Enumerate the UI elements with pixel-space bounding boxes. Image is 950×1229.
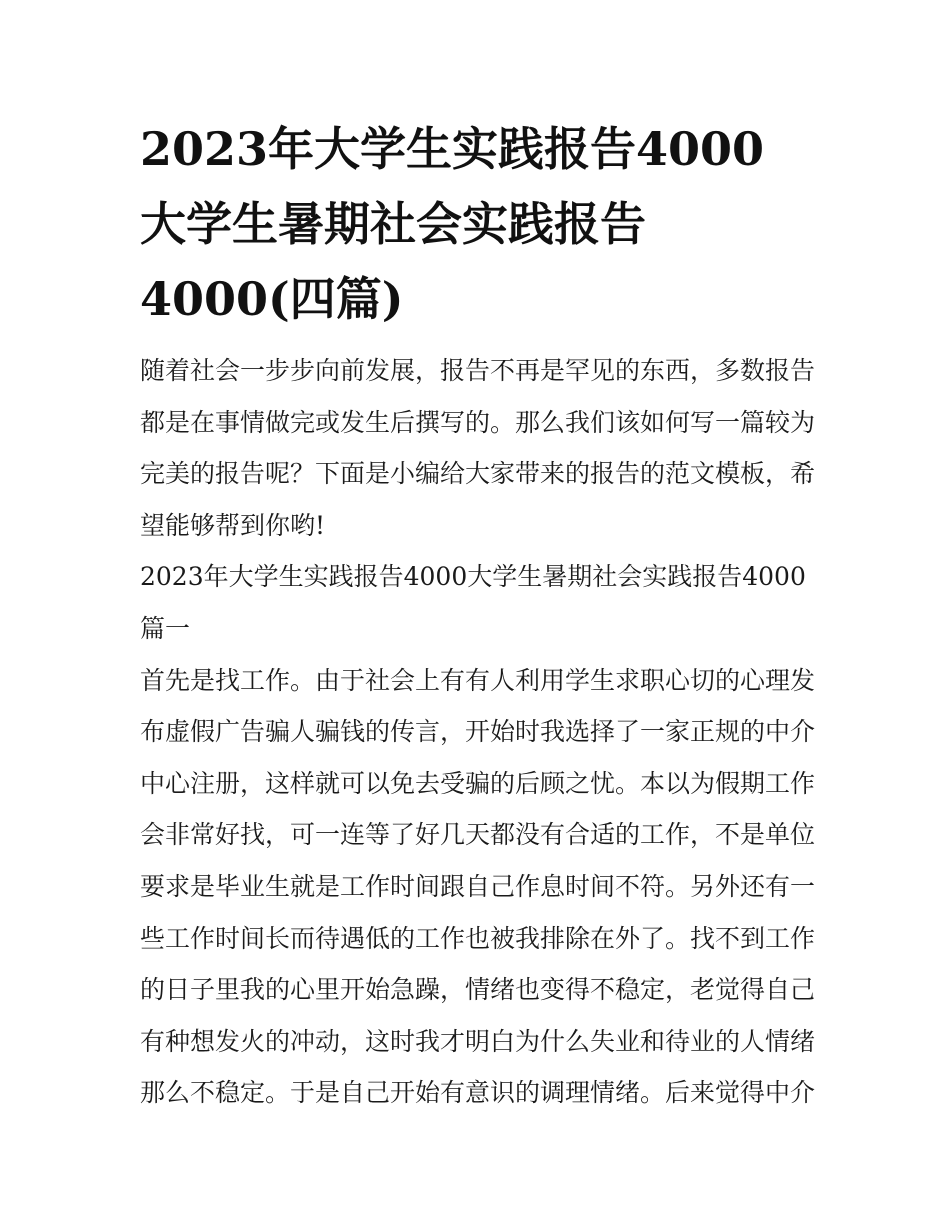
intro-line: 都是在事情做完或发生后撰写的。那么我们该如何写一篇较为 bbox=[140, 407, 816, 437]
section1-line: 要求是毕业生就是工作时间跟自己作息时间不符。另外还有一 bbox=[140, 871, 816, 901]
section1-line: 那么不稳定。于是自己开始有意识的调理情绪。后来觉得中介 bbox=[140, 1078, 816, 1108]
section1-line: 有种想发火的冲动，这时我才明白为什么失业和待业的人情绪 bbox=[140, 1026, 816, 1056]
title-line: 2023年大学生实践报告4000 bbox=[140, 122, 765, 176]
section-heading bbox=[140, 551, 812, 654]
intro-line: 完美的报告呢？下面是小编给大家带来的报告的范文模板，希 bbox=[140, 459, 816, 489]
title-line: 大学生暑期社会实践报告 bbox=[140, 197, 646, 251]
section1-line: 布虚假广告骗人骗钱的传言，开始时我选择了一家正规的中介 bbox=[140, 717, 816, 747]
title-line: 4000(四篇) bbox=[140, 272, 404, 326]
section1-line: 些工作时间长而待遇低的工作也被我排除在外了。找不到工作 bbox=[140, 923, 816, 953]
section1-line: 首先是找工作。由于社会上有有人利用学生求职心切的心理发 bbox=[140, 665, 816, 695]
document-title bbox=[140, 112, 812, 337]
section1-line: 中心注册，这样就可以免去受骗的后顾之忧。本以为假期工作 bbox=[140, 768, 816, 798]
document-content bbox=[140, 112, 816, 1119]
section-heading-line: 篇一 bbox=[140, 613, 191, 643]
section1-paragraph bbox=[140, 655, 816, 1119]
intro-line: 随着社会一步步向前发展，报告不再是罕见的东西，多数报告 bbox=[140, 356, 816, 385]
section1-line: 会非常好找，可一连等了好几天都没有合适的工作，不是单位 bbox=[140, 820, 816, 850]
section-heading-line: 2023年大学生实践报告4000大学生暑期社会实践报告4000 bbox=[140, 562, 806, 592]
intro-line: 望能够帮到你哟! bbox=[140, 510, 326, 540]
intro-paragraph bbox=[140, 345, 816, 551]
section1-line: 的日子里我的心里开始急躁，情绪也变得不稳定，老觉得自己 bbox=[140, 975, 816, 1005]
